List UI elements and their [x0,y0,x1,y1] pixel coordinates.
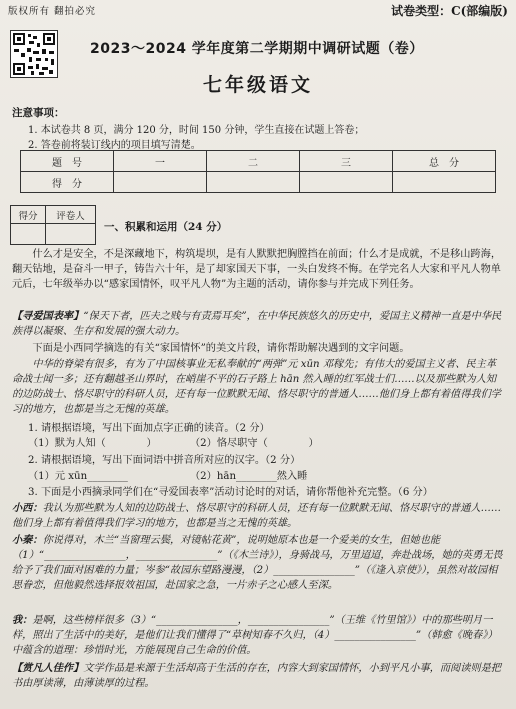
excerpt-paragraph: 中华的脊梁有很多，有为了中国核事业无私奉献的“两弹”元 xūn 邓稼先；有伟大的爱国主义者、民主革命战士闻一多；还有翻越圣山界时，在峭崖不平的石子路上 hān 然入睡的红军战士们……以及那些默为人知的边防战士、恪尽职守的科研人员，还有每一位默默无闻、恪尽职守的普通人……他们身上都有着值得我们学习的地方，也都是当之无愧的英雄。 [12,359,501,415]
question-2a[interactable]: （1）元 xūn________ [28,471,128,482]
subject-title: 七年级语文 [202,74,313,96]
section-heading: 一、积累和运用（24 分） [104,221,228,233]
notice-item-1: 1. 本试卷共 8 页，满分 120 分，时间 150 分钟，学生直接在试题上答卷； [28,125,365,136]
task1-block [12,309,506,339]
grader-score-label: 得分 [11,206,46,224]
task2-label: 【赏凡人佳作】 [12,662,84,674]
dialogue-xiaoxi [12,501,506,531]
grader-name-cell[interactable] [45,224,95,245]
speech-xiaoqin: 你说得对，木兰“当窗理云鬓，对镜帖花黄”，说明她原本也是一个爱美的女生，但她也能（1）“________________，________________”（《木兰诗》），身骑战马，万里迢迢，奔赴战场，她的英勇无畏给予了我们面对困难的力量；岑参“故园东望路漫漫，（2）________________”（《逢入京使》），虽然对故园相思眷恋，但他毅然选择报效祖国，赴国家之急，一片赤子之心感人至深。 [12,535,503,591]
question-2: 2. 请根据语境，写出下面词语中拼音所对应的汉字。（2 分） [28,455,301,466]
exam-title: 2023～2024 学年度第二学期期中调研试题（卷） [90,41,424,57]
task1-label: 【寻爱国表率】 [12,310,84,322]
score-table [20,150,496,193]
score-header-cell: 二 [207,151,300,172]
score-cell[interactable] [114,172,207,193]
speaker-me: 我： [12,614,33,626]
score-header-cell: 总 分 [393,151,496,172]
dialogue-me [12,613,506,658]
task2-text: 文学作品是来源于生活却高于生活的存在，内容大到家国情怀，小到平凡小事，而阅读则是把书由厚读薄，由薄读厚的过程。 [12,663,501,689]
score-cell[interactable] [393,172,496,193]
intro-paragraph: 什么才是安全，不是深藏地下，构筑堤坝，是有人默默把胸膛挡在前面；什么才是成就，不是移山跨海，翻天钻地，是奋斗一甲子，铸告六十年，是了却家国天下事，一头白发终不悔。在学完名人大家和平凡人物单元后，七年级举办以“感家国情怀，叹平凡人物”为主题的活动，请你参与并完成下列任务。 [12,249,502,290]
instruction-paragraph: 下面是小西同学摘选的有关“家国情怀”的美文片段，请你帮助解决遇到的文字问题。 [32,343,410,354]
notice-item-2: 2. 答卷前将装订线内的项目填写清楚。 [28,140,201,151]
copyright-notice: 版权所有 翻拍必究 [8,6,97,17]
question-1a[interactable]: （1）默为人知（ ） [28,438,157,449]
grader-score-cell[interactable] [11,224,46,245]
score-row-label: 得 分 [21,172,114,193]
question-3: 3. 下面是小西摘录同学们在“寻爱国表率”活动讨论时的对话，请你帮他补充完整。（6 分） [28,487,433,498]
speaker-xiaoqin: 小秦： [12,534,43,546]
task2-block [12,661,506,691]
score-cell[interactable] [207,172,300,193]
question-1: 1. 请根据语境，写出下面加点字正确的读音。（2 分） [28,423,270,434]
speaker-xiaoxi: 小西： [12,502,43,514]
grader-name-label: 评卷人 [45,206,95,224]
speech-me: 是啊，这些榜样很多（3）“________________，________________”（王维《竹里馆》）中的那些明月一样，照出了生活中的美好，是他们让我们懂得了“草树知春不久归，（4）________________”（韩愈《晚春》）中蕴含的道理：珍惜时光，方能展现自己生命的价值。 [12,615,498,656]
score-cell[interactable] [300,172,393,193]
speech-xiaoxi: 我认为那些默为人知的边防战士、恪尽职守的科研人员，还有每一位默默无闻、恪尽职守的普通人……他们身上都有着值得我们学习的地方，也都是当之无愧的英雄。 [12,503,501,529]
dialogue-xiaoqin [12,533,506,593]
score-header-cell: 三 [300,151,393,172]
question-2b[interactable]: （2）hān________然入睡 [190,471,308,482]
task1-text: “保天下者，匹夫之贱与有责焉耳矣”，在中华民族悠久的历史中，爱国主义精神一直是中华民族得以凝聚、生存和发展的强大动力。 [12,311,502,337]
grader-table [10,205,96,245]
notice-heading: 注意事项： [12,107,65,119]
paper-type-label: 试卷类型：C(部编版) [391,4,508,18]
score-header-cell: 一 [114,151,207,172]
question-1b[interactable]: （2）恪尽职守（ ） [190,438,319,449]
score-header-cell: 题 号 [21,151,114,172]
